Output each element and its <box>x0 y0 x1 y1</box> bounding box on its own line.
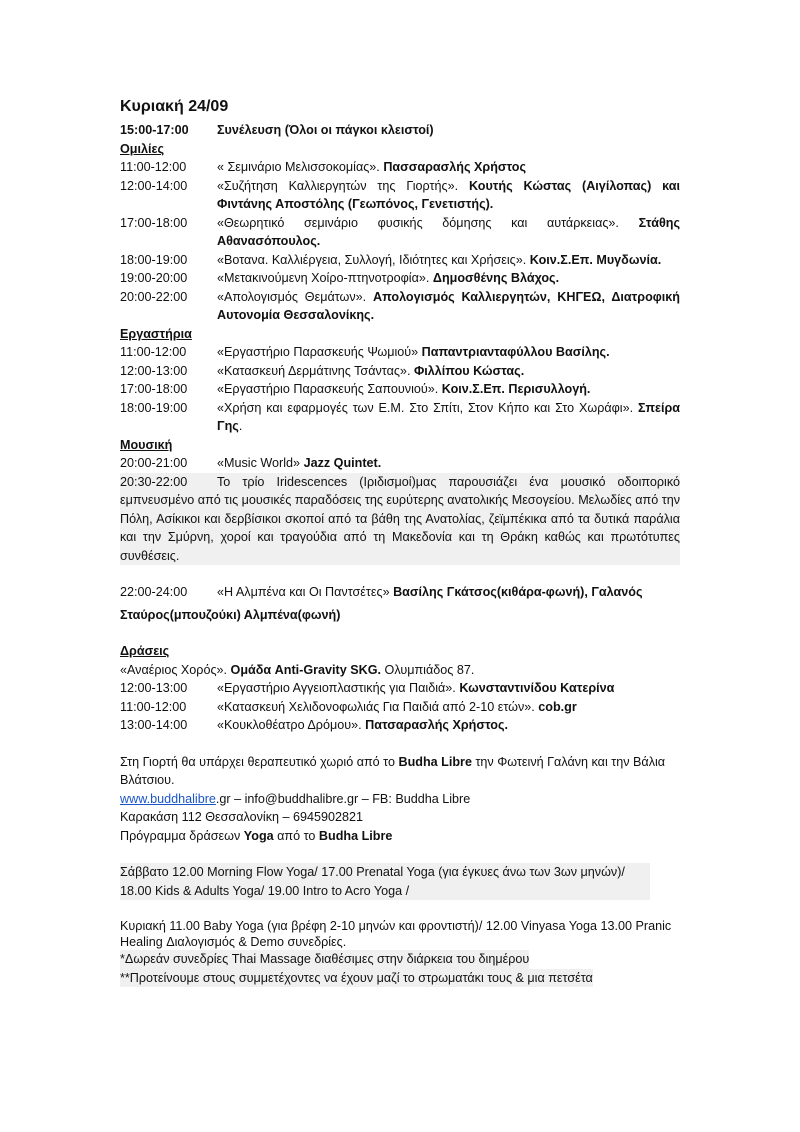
spacer <box>120 735 680 753</box>
event-description <box>217 583 680 602</box>
event-description-first-line: Το τρίο Iridescences (Ιριδισμοί)μας παρουσιάζει ένα μουσικό οδοιπορικό <box>217 474 680 489</box>
event-speaker: Κοιν.Σ.Επ. Περισυλλογή. <box>441 382 591 396</box>
time-label: 12:00-13:00 <box>120 681 188 695</box>
list-item <box>120 679 680 698</box>
info-paragraph <box>120 753 680 790</box>
event-speaker: Πατσαρασλής Χρήστος. <box>365 718 508 732</box>
event-title: «Μετακινούμενη Χοίρο-πτηνοτροφία». <box>217 271 433 285</box>
list-item <box>120 343 680 362</box>
yoga-label: Yoga <box>243 828 274 843</box>
list-item <box>120 177 680 214</box>
website-link[interactable]: www.buddhalibre <box>120 791 216 806</box>
yoga-program-heading <box>120 827 680 846</box>
note-thai-massage: *Δωρεάν συνεδρίες Thai Massage διαθέσιμες στην διάρκεια του διημέρου <box>120 950 529 969</box>
section-heading-actions: Δράσεις <box>120 644 170 658</box>
time-label: 20:00-21:00 <box>120 456 188 470</box>
spacer <box>120 624 680 642</box>
page-title: Κυριακή 24/09 <box>120 98 229 115</box>
address-line: Καρακάση 112 Θεσσαλονίκη – 6945902821 <box>120 810 364 824</box>
list-item <box>120 214 680 251</box>
event-title: «Εργαστήριο Παρασκευής Σαπουνιού». <box>217 382 442 396</box>
event-title: «Κουκλοθέατρο Δρόμου». <box>217 718 366 732</box>
event-speaker: Δημοσθένης Βλάχος. <box>432 271 560 285</box>
event-description <box>217 269 680 288</box>
spacer <box>120 565 680 583</box>
event-description <box>217 380 680 399</box>
event-speaker: cob.gr <box>538 699 577 714</box>
event-speaker: Παπαντριανταφύλλου Βασίλης. <box>421 345 610 359</box>
event-performers: Βασίλης Γκάτσος(κιθάρα-φωνή), Γαλανός <box>393 585 643 599</box>
list-item <box>120 454 680 473</box>
info-text: από το <box>273 828 319 843</box>
program-document <box>120 97 680 987</box>
section-heading-talks: Ομιλίες <box>120 141 165 156</box>
info-text: Πρόγραμμα δράσεων <box>120 828 244 843</box>
event-description <box>217 177 680 214</box>
contact-details: .gr – info@buddhalibre.gr – FB: Buddha Libre <box>215 791 471 806</box>
organizer-name: Budha Libre <box>318 828 393 843</box>
event-speaker: Πασσαρασλής Χρήστος <box>383 160 527 174</box>
time-label: 18:00-19:00 <box>120 252 188 267</box>
event-description <box>217 288 680 325</box>
event-description <box>217 251 680 270</box>
event-title: «Η Αλμπένα και Οι Παντσέτες» <box>217 585 394 599</box>
event-title: «Αναέριος Χορός». <box>120 662 231 677</box>
list-item <box>120 288 680 325</box>
event-speaker: Σπείρα Γης <box>217 400 680 433</box>
event-description <box>217 399 680 436</box>
event-title: «Κατασκευή Χελιδονοφωλιάς Για Παιδιά από 2-10 ετών». <box>217 699 539 714</box>
event-speaker: Κοιν.Σ.Επ. Μυγδωνία. <box>529 252 662 267</box>
workshops-list <box>120 343 680 436</box>
list-item <box>120 399 680 436</box>
saturday-schedule: Σάββατο 12.00 Morning Flow Yoga/ 17.00 Prenatal Yoga (για έγκυες άνω των 3ων μηνών)/ 18.00 Kids & Adults Yoga/ 19.00 Intro to Acro Yoga / <box>120 863 650 900</box>
time-label: 17:00-18:00 <box>120 215 188 230</box>
time-label: 22:00-24:00 <box>120 585 188 599</box>
assembly-row <box>120 121 680 140</box>
event-performers-continued <box>120 606 680 625</box>
assembly-text: Συνέλευση (Όλοι οι πάγκοι κλειστοί) <box>217 123 434 137</box>
event-description <box>217 214 680 251</box>
spacer <box>120 845 680 863</box>
time-label: 12:00-13:00 <box>120 363 188 378</box>
section-heading-workshops: Εργαστήρια <box>120 326 192 341</box>
sunday-schedule: Κυριακή 11.00 Baby Yoga (για βρέφη 2-10 μηνών και φροντιστή)/ 12.00 Vinyasa Yoga 13.00 Pranic Healing Διαλογισμός & Demo συνεδρίες. <box>120 919 672 949</box>
event-speaker: Απολογισμός Καλλιεργητών, ΚΗΓΕΩ, Διατροφική Αυτονομία Θεσσαλονίκης. <box>217 289 680 322</box>
event-description <box>217 679 680 698</box>
event-title: «Συζήτηση Καλλιεργητών της Γιορτής». <box>217 178 469 193</box>
list-item <box>120 661 680 680</box>
event-speaker: Κουτής Κώστας (Αιγίλοπας) και Φιντάνης Αποστόλης (Γεωπόνος, Γενετιστής). <box>217 178 680 211</box>
info-text: Στη Γιορτή θα υπάρχει θεραπευτικό χωριό από το <box>120 754 399 769</box>
list-item <box>120 473 680 492</box>
spacer <box>120 900 680 918</box>
time-label: 11:00-12:00 <box>120 699 187 714</box>
time-label: 11:00-12:00 <box>120 160 187 174</box>
event-title: « Σεμινάριο Μελισσοκομίας». <box>217 160 384 174</box>
event-location: Ολυμπιάδος 87. <box>381 662 475 677</box>
time-label: 20:30-22:00 <box>120 474 188 489</box>
event-description <box>217 454 680 473</box>
event-title: «Θεωρητικό σεμινάριο φυσικής δόμησης και αυτάρκειας». <box>217 215 639 230</box>
time-label: 13:00-14:00 <box>120 718 188 732</box>
event-title: «Κατασκευή Δερμάτινης Τσάντας». <box>217 363 414 378</box>
time-label: 19:00-20:00 <box>120 271 188 285</box>
actions-list <box>120 661 680 735</box>
time-label: 18:00-19:00 <box>120 400 188 415</box>
event-title: «Εργαστήριο Παρασκευής Ψωμιού» <box>217 345 422 359</box>
section-heading-music: Μουσική <box>120 437 173 452</box>
time-label: 11:00-12:00 <box>120 345 187 359</box>
event-speaker: Κωνσταντινίδου Κατερίνα <box>459 681 615 695</box>
list-item <box>120 583 680 602</box>
healing-village-info <box>120 753 680 846</box>
list-item <box>120 251 680 270</box>
event-description <box>217 716 680 735</box>
info-text: την Φωτεινή Γαλάνη και την Βάλια Βλάτσιου. <box>120 754 666 787</box>
organizer-name: Budha Libre <box>398 754 472 769</box>
time-label: 12:00-14:00 <box>120 178 188 193</box>
event-description-body: εμπνευσμένο από τις μουσικές παραδόσεις της ευρύτερης ανατολικής Μεσογείου. Μελωδίες από την Πόλη, Ασίκικοι και δερβίσικοι σκοποί από τα βάθη της Ανατολίας, ζεϊμπέκικα από τα δυτικά παράλια και την Σμύρνη, χοροί και τραγούδια από τη Μακεδονία και τη Θράκη καθώς και πρωτότυπες συνθέσεις. <box>120 493 680 563</box>
event-speaker: Φιλλίπου Κώστας. <box>413 363 525 378</box>
event-description <box>217 343 680 362</box>
list-item <box>120 269 680 288</box>
time-label: 15:00-17:00 <box>120 123 189 137</box>
time-label: 20:00-22:00 <box>120 289 188 304</box>
event-speaker: Ομάδα Anti-Gravity SKG. <box>230 662 382 677</box>
event-speaker: Jazz Quintet. <box>303 456 382 470</box>
contact-line <box>120 790 680 809</box>
music-description-block <box>120 473 680 566</box>
event-description <box>217 158 680 177</box>
event-speaker: Στάθης Αθανασόπουλος. <box>217 215 680 248</box>
music-list <box>120 454 680 624</box>
event-tail: . <box>238 419 243 433</box>
list-item <box>120 158 680 177</box>
event-title: «Music World» <box>217 456 304 470</box>
event-title: «Εργαστήριο Αγγειοπλαστικής για Παιδιά». <box>217 681 460 695</box>
event-title: «Βοτανα. Καλλιέργεια, Συλλογή, Ιδιότητες και Χρήσεις». <box>217 252 530 267</box>
list-item <box>120 380 680 399</box>
list-item <box>120 716 680 735</box>
talks-list <box>120 158 680 325</box>
event-title: «Χρήση και εφαρμογές των Ε.Μ. Στο Σπίτι, Στον Κήπο και Στο Χωράφι». <box>217 400 638 415</box>
event-performers-line2: Σταύρος(μπουζούκι) Αλμπένα(φωνή) <box>120 607 341 622</box>
time-label: 17:00-18:00 <box>120 382 188 396</box>
event-description <box>217 698 680 717</box>
event-title: «Απολογισμός Θεμάτων». <box>217 289 373 304</box>
list-item <box>120 362 680 381</box>
event-description <box>217 362 680 381</box>
list-item <box>120 698 680 717</box>
note-yoga-mat: **Προτείνουμε στους συμμετέχοντες να έχουν μαζί το στρωματάκι τους & μια πετσέτα <box>120 969 593 988</box>
